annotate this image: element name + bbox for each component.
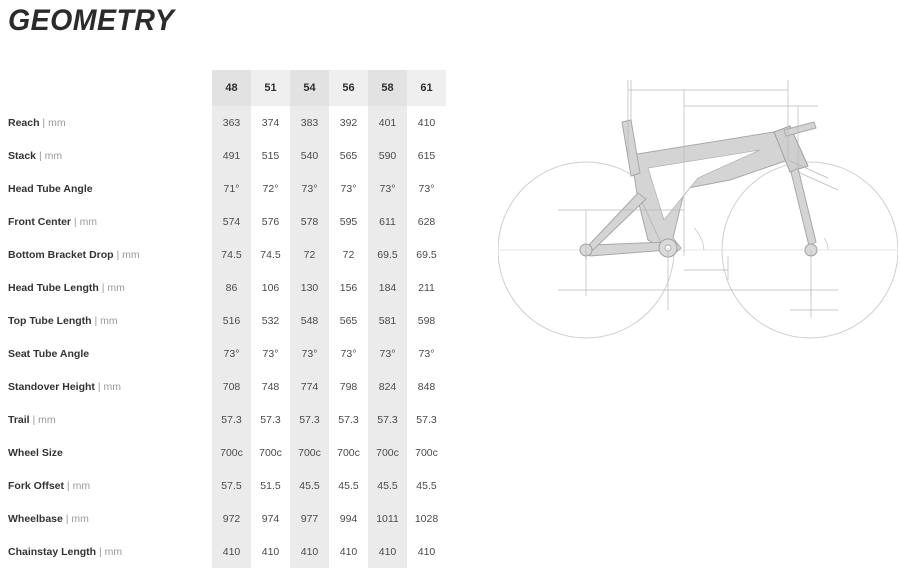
table-body <box>0 106 446 568</box>
size-header-54: 54 <box>290 70 329 106</box>
table-row <box>0 172 446 205</box>
table-corner-cell <box>0 70 212 106</box>
table-cell: 532 <box>251 304 290 337</box>
table-cell: 73° <box>290 172 329 205</box>
table-cell: 700c <box>368 436 407 469</box>
table-cell: 74.5 <box>251 238 290 271</box>
table-cell: 574 <box>212 205 251 238</box>
row-label <box>0 205 212 238</box>
dimension-lines <box>558 80 838 318</box>
row-label-text: Wheelbase <box>8 512 63 525</box>
table-row <box>0 271 446 304</box>
table-cell: 516 <box>212 304 251 337</box>
table-cell: 972 <box>212 502 251 535</box>
table-cell: 72 <box>329 238 368 271</box>
table-cell: 824 <box>368 370 407 403</box>
table-cell: 57.5 <box>212 469 251 502</box>
table-cell: 45.5 <box>368 469 407 502</box>
table-cell: 73° <box>212 337 251 370</box>
row-label <box>0 139 212 172</box>
table-cell: 1028 <box>407 502 446 535</box>
table-cell: 1011 <box>368 502 407 535</box>
table-cell: 548 <box>290 304 329 337</box>
row-label-text: Head Tube Length <box>8 281 99 294</box>
row-label-text: Stack <box>8 149 37 162</box>
row-label-unit: | mm <box>91 314 118 327</box>
table-cell: 374 <box>251 106 290 139</box>
table-cell: 410 <box>407 106 446 139</box>
row-label-text: Bottom Bracket Drop <box>8 248 114 261</box>
table-row <box>0 238 446 271</box>
table-cell: 578 <box>290 205 329 238</box>
table-cell: 211 <box>407 271 446 304</box>
table-cell: 73° <box>329 172 368 205</box>
table-cell: 86 <box>212 271 251 304</box>
table-cell: 410 <box>368 535 407 568</box>
table-cell: 708 <box>212 370 251 403</box>
table-row <box>0 304 446 337</box>
table-cell: 611 <box>368 205 407 238</box>
table-cell: 130 <box>290 271 329 304</box>
table-cell: 748 <box>251 370 290 403</box>
row-label <box>0 106 212 139</box>
size-header-61: 61 <box>407 70 446 106</box>
table-cell: 581 <box>368 304 407 337</box>
table-cell: 798 <box>329 370 368 403</box>
size-header-58: 58 <box>368 70 407 106</box>
row-label <box>0 469 212 502</box>
row-label <box>0 436 212 469</box>
table-cell: 156 <box>329 271 368 304</box>
row-label-text: Trail <box>8 413 30 426</box>
table-row <box>0 106 446 139</box>
table-row <box>0 535 446 568</box>
row-label-text: Wheel Size <box>8 446 63 459</box>
table-cell: 540 <box>290 139 329 172</box>
row-label-text: Seat Tube Angle <box>8 347 90 360</box>
table-row <box>0 370 446 403</box>
table-cell: 45.5 <box>407 469 446 502</box>
table-cell: 73° <box>329 337 368 370</box>
table-cell: 401 <box>368 106 407 139</box>
row-label <box>0 304 212 337</box>
row-label-unit: | mm <box>71 215 98 228</box>
row-label <box>0 238 212 271</box>
row-label-text: Standover Height <box>8 380 95 393</box>
row-label <box>0 337 212 370</box>
row-label-text: Front Center <box>8 215 71 228</box>
table-cell: 628 <box>407 205 446 238</box>
table-cell: 73° <box>368 172 407 205</box>
table-cell: 848 <box>407 370 446 403</box>
table-cell: 69.5 <box>407 238 446 271</box>
table-cell: 700c <box>212 436 251 469</box>
row-label <box>0 535 212 568</box>
table-cell: 73° <box>407 337 446 370</box>
table-cell: 565 <box>329 139 368 172</box>
row-label <box>0 403 212 436</box>
row-label-unit: | mm <box>36 149 63 162</box>
table-cell: 615 <box>407 139 446 172</box>
size-header-48: 48 <box>212 70 251 106</box>
table-row <box>0 139 446 172</box>
table-cell: 515 <box>251 139 290 172</box>
table-cell: 700c <box>290 436 329 469</box>
table-cell: 774 <box>290 370 329 403</box>
table-row <box>0 436 446 469</box>
row-label-text: Chainstay Length <box>8 545 97 558</box>
table-cell: 57.3 <box>290 403 329 436</box>
table-cell: 69.5 <box>368 238 407 271</box>
row-label <box>0 502 212 535</box>
table-cell: 57.3 <box>251 403 290 436</box>
page-title: GEOMETRY <box>8 4 175 37</box>
table-cell: 57.3 <box>407 403 446 436</box>
table-cell: 106 <box>251 271 290 304</box>
table-cell: 410 <box>212 535 251 568</box>
row-label-unit: | mm <box>64 479 91 492</box>
row-label-unit: | mm <box>62 512 89 525</box>
table-row <box>0 205 446 238</box>
table-cell: 363 <box>212 106 251 139</box>
row-label-text: Fork Offset <box>8 479 65 492</box>
table-row <box>0 502 446 535</box>
table-cell: 73° <box>251 337 290 370</box>
row-label-unit: | mm <box>113 248 140 261</box>
table-cell: 410 <box>251 535 290 568</box>
row-label-text: Head Tube Angle <box>8 182 93 195</box>
table-cell: 71° <box>212 172 251 205</box>
row-label <box>0 271 212 304</box>
row-label-unit: | mm <box>98 281 125 294</box>
table-row <box>0 337 446 370</box>
row-label-text: Top Tube Length <box>8 314 92 327</box>
table-cell: 410 <box>329 535 368 568</box>
table-cell: 73° <box>290 337 329 370</box>
table-cell: 590 <box>368 139 407 172</box>
table-cell: 700c <box>407 436 446 469</box>
row-label <box>0 370 212 403</box>
table-cell: 51.5 <box>251 469 290 502</box>
geometry-table <box>0 70 446 568</box>
table-cell: 491 <box>212 139 251 172</box>
table-cell: 57.3 <box>368 403 407 436</box>
table-cell: 700c <box>329 436 368 469</box>
table-cell: 700c <box>251 436 290 469</box>
table-cell: 74.5 <box>212 238 251 271</box>
size-header-56: 56 <box>329 70 368 106</box>
row-label-text: Reach <box>8 116 40 129</box>
table-cell: 576 <box>251 205 290 238</box>
table-cell: 73° <box>368 337 407 370</box>
table-cell: 598 <box>407 304 446 337</box>
table-cell: 57.3 <box>329 403 368 436</box>
bicycle-frame-geometry-diagram <box>498 60 898 350</box>
size-header-51: 51 <box>251 70 290 106</box>
table-cell: 974 <box>251 502 290 535</box>
table-cell: 595 <box>329 205 368 238</box>
table-cell: 57.3 <box>212 403 251 436</box>
table-cell: 383 <box>290 106 329 139</box>
table-cell: 45.5 <box>290 469 329 502</box>
table-header <box>0 70 446 106</box>
table-header-row <box>0 70 446 106</box>
table-row <box>0 469 446 502</box>
table-cell: 977 <box>290 502 329 535</box>
table-cell: 410 <box>290 535 329 568</box>
row-label-unit: | mm <box>94 380 121 393</box>
frame-body <box>580 120 817 257</box>
table-row <box>0 403 446 436</box>
table-cell: 565 <box>329 304 368 337</box>
row-label-unit: | mm <box>39 116 66 129</box>
table-cell: 72° <box>251 172 290 205</box>
row-label-unit: | mm <box>29 413 56 426</box>
row-label <box>0 172 212 205</box>
row-label-unit: | mm <box>96 545 123 558</box>
table-cell: 410 <box>407 535 446 568</box>
table-cell: 45.5 <box>329 469 368 502</box>
table-cell: 392 <box>329 106 368 139</box>
table-cell: 72 <box>290 238 329 271</box>
table-cell: 73° <box>407 172 446 205</box>
table-cell: 994 <box>329 502 368 535</box>
table-cell: 184 <box>368 271 407 304</box>
